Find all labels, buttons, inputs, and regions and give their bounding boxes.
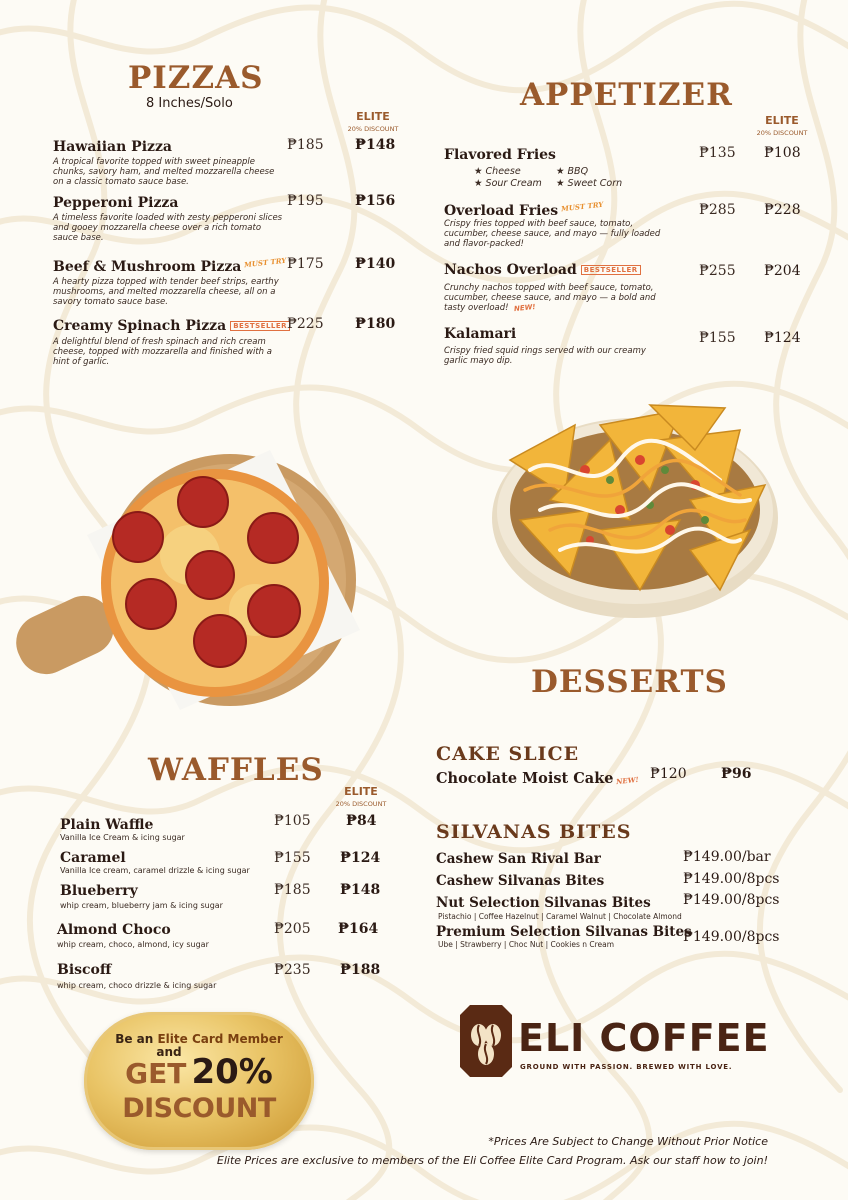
price-notice: *Prices Are Subject to Change Without Prior Notice [488,1135,768,1148]
item-price: ₱175 [287,256,324,272]
item-price: ₱255 [699,263,736,279]
item-elite-price: ₱228 [764,202,801,218]
promo-discount: DISCOUNT [122,1093,276,1124]
item-price: ₱185 [274,882,311,898]
item-elite-price: ₱84 [346,813,377,829]
item-price: ₱195 [287,193,324,209]
waffle-item-blueberry [60,883,390,910]
item-price: ₱285 [699,202,736,218]
silvanas-item-sub: Ube | Strawberry | Choc Nut | Cookies n Cream [438,940,615,949]
item-desc: whip cream, choco, almond, icy sugar [57,940,209,949]
item-desc: whip cream, choco drizzle & icing sugar [57,981,217,990]
appetizer-item-flavored-fries [444,147,814,190]
item-name: Nachos Overload [444,262,577,278]
item-elite-price: ₱180 [355,316,396,332]
promo-line2: and [156,1045,182,1059]
silvanas-item-sub: Pistachio | Coffee Hazelnut | Caramel Walnut | Chocolate Almond [438,912,682,921]
item-name: Kalamari [444,326,517,342]
item-elite-price: ₱156 [355,193,396,209]
coffee-bean-logo-icon [460,1005,512,1077]
pizza-item-creamy-spinach [53,316,396,367]
flavor-sweet-corn: ★ Sweet Corn [556,178,623,189]
item-desc: A timeless favorite loaded with zesty pepperoni slices and gooey mozzarella cheese over a rich tomato sauce base. [53,213,283,243]
cake-item-elite-price: ₱96 [721,766,752,782]
appetizer-item-overload-fries [444,199,814,249]
flavor-list [474,166,644,190]
flavor-sour-cream: ★ Sour Cream [474,178,542,189]
appetizer-elite-header: ELITE [765,114,799,127]
pizzas-title: PIZZAS [128,60,264,96]
flavor-bbq: ★ BBQ [556,166,589,177]
item-name: Blueberry [60,883,138,899]
cake-item-price: ₱120 [650,766,687,782]
item-name: Hawaiian Pizza [53,139,172,155]
item-elite-price: ₱124 [764,330,801,346]
pepperoni-pizza-photo [15,440,365,725]
cake-slice-title: CAKE SLICE [436,743,580,765]
appetizer-item-nachos-overload [444,262,814,313]
silvanas-item-price: ₱149.00/8pcs [683,871,780,887]
item-price: ₱155 [274,850,311,866]
silvanas-title: SILVANAS BITES [436,821,632,843]
waffles-title: WAFFLES [148,752,324,788]
promo-line1 [84,1032,314,1046]
item-price: ₱135 [699,145,736,161]
elite-notice: Elite Prices are exclusive to members of the Eli Coffee Elite Card Program. Ask our staff how to join! [216,1154,768,1167]
pizzas-elite-header: ELITE [356,110,390,123]
silvanas-item-price: ₱149.00/8pcs [683,929,780,945]
item-desc: whip cream, blueberry jam & icing sugar [60,901,223,910]
silvanas-item-name: Cashew San Rival Bar [436,851,601,867]
item-name: Almond Choco [57,922,171,938]
item-desc: A hearty pizza topped with tender beef strips, earthy mushrooms, and melted mozzarella cheese, all on a savory tomato sauce base. [53,277,279,307]
item-name: Flavored Fries [444,147,556,163]
must-try-tag: MUST TRY [560,199,604,214]
silvanas-item-name: Premium Selection Silvanas Bites [436,924,692,940]
desserts-title: DESSERTS [531,664,728,700]
promo-line1-b: Elite Card Member [157,1032,283,1046]
silvanas-item-price: ₱149.00/bar [683,849,771,865]
pizza-item-beef-mushroom [53,255,396,307]
elite-promo-badge [84,1012,314,1150]
waffle-item-caramel [60,850,390,875]
item-elite-price: ₱188 [340,962,381,978]
promo-percent: 20% [191,1052,273,1092]
item-desc: A tropical favorite topped with sweet pineapple chunks, savory ham, and melted mozzarella cheese on a classic tomato sauce base. [53,157,275,187]
bestseller-badge: BESTSELLER [230,321,290,331]
cake-item-name: Chocolate Moist Cake [436,770,614,787]
item-price: ₱225 [287,316,324,332]
item-name: Pepperoni Pizza [53,195,179,211]
pizza-item-hawaiian [53,137,396,187]
silvanas-item-name: Cashew Silvanas Bites [436,873,605,889]
item-desc: Vanilla Ice cream, caramel drizzle & icing sugar [60,866,250,875]
item-price: ₱205 [274,921,311,937]
item-desc: Vanilla Ice Cream & icing sugar [60,833,185,842]
item-elite-price: ₱124 [340,850,381,866]
item-elite-price: ₱164 [338,921,379,937]
must-try-tag: MUST TRY [244,255,288,270]
item-desc: Crispy fries topped with beef sauce, tomato, cucumber, cheese sauce, and mayo — fully loaded and flavor-packed! [444,219,661,249]
item-price: ₱185 [287,137,324,153]
eli-coffee-logo [460,1005,770,1080]
waffles-elite-header: ELITE [344,785,378,798]
item-elite-price: ₱140 [355,256,396,272]
item-name: Caramel [60,850,126,866]
item-name: Biscoff [57,962,112,978]
item-elite-price: ₱148 [340,882,381,898]
flavor-cheese: ★ Cheese [474,166,521,177]
item-price: ₱155 [699,330,736,346]
item-name: Beef & Mushroom Pizza [53,259,242,275]
cake-item-name-row [436,770,639,787]
item-name-row [53,255,396,275]
bestseller-badge: BESTSELLER [581,265,641,275]
pizzas-elite-sub: 20% DISCOUNT [347,125,399,133]
appetizer-item-kalamari [444,326,814,366]
nachos-overload-photo [490,400,780,620]
item-name: Overload Fries [444,203,559,219]
appetizer-elite-sub: 20% DISCOUNT [756,129,808,137]
waffle-item-almond-choco [57,922,387,949]
item-desc [444,283,669,313]
item-name-row [444,199,814,219]
item-name-row [444,262,814,278]
item-elite-price: ₱148 [355,137,396,153]
item-desc: A delightful blend of fresh spinach and rich cream cheese, topped with mozzarella and finished with a hint of garlic. [53,337,272,367]
item-desc-text: Crunchy nachos topped with beef sauce, tomato, cucumber, cheese sauce, and mayo — a bold and tasty overload! [444,283,656,313]
item-name-row [53,316,396,334]
item-price: ₱235 [274,962,311,978]
item-name: Creamy Spinach Pizza [53,318,227,334]
waffle-item-plain [60,813,390,842]
new-tag: NEW! [513,302,537,314]
item-elite-price: ₱204 [764,263,801,279]
item-desc: Crispy fried squid rings served with our creamy garlic mayo dip. [444,346,646,366]
promo-line1-a: Be an [115,1032,158,1046]
pizzas-subtitle: 8 Inches/Solo [146,96,233,111]
silvanas-item-name: Nut Selection Silvanas Bites [436,895,651,911]
new-tag: NEW! [616,774,640,787]
waffles-elite-sub: 20% DISCOUNT [335,800,387,808]
item-price: ₱105 [274,813,311,829]
item-name: Plain Waffle [60,817,154,833]
appetizer-title: APPETIZER [520,77,733,113]
promo-get: GET [125,1057,187,1090]
brand-name: ELI COFFEE [518,1016,770,1060]
pizza-item-pepperoni [53,193,396,243]
brand-tagline: GROUND WITH PASSION. BREWED WITH LOVE. [520,1063,733,1071]
waffle-item-biscoff [57,962,387,990]
item-elite-price: ₱108 [764,145,801,161]
silvanas-item-price: ₱149.00/8pcs [683,892,780,908]
